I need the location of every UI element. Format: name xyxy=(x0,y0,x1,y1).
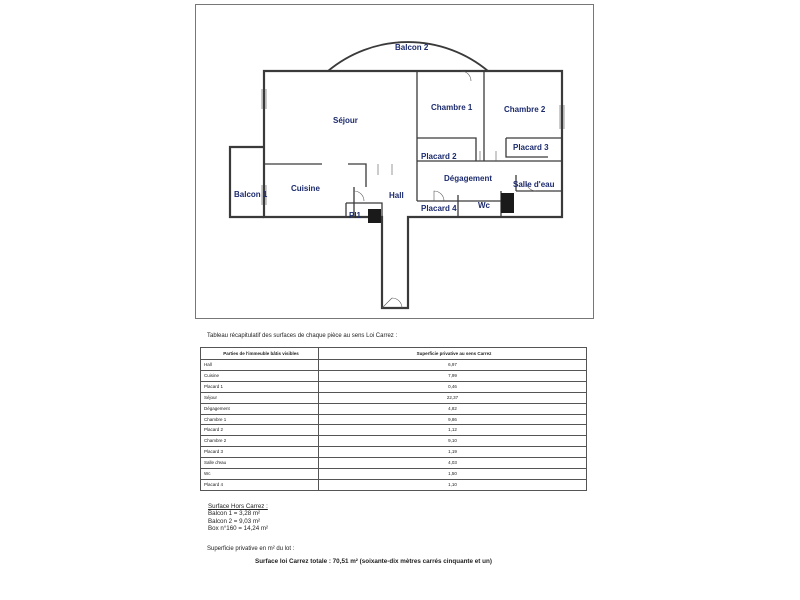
room-label-balcon2: Balcon 2 xyxy=(395,43,429,52)
hors-carrez-line: Balcon 2 = 9,03 m² xyxy=(208,517,261,525)
row-value: 22,37 xyxy=(319,392,587,403)
table-row xyxy=(201,403,587,414)
row-label: Salle d'eau xyxy=(201,458,319,469)
room-label-pl1: Pl1 xyxy=(349,211,362,220)
room-label-cuisine: Cuisine xyxy=(291,184,320,193)
row-value: 1,19 xyxy=(319,447,587,458)
table-row xyxy=(201,479,587,490)
row-value: 1,10 xyxy=(319,479,587,490)
room-label-sejour: Séjour xyxy=(333,116,358,125)
row-value: 1,12 xyxy=(319,425,587,436)
hors-carrez-line: Box n°160 = 14,24 m² xyxy=(208,524,269,532)
table-row xyxy=(201,381,587,392)
table-header-parties: Parties de l'immeuble bâtis visibles xyxy=(201,348,319,360)
row-value: 9,86 xyxy=(319,414,587,425)
total-surface: Surface loi Carrez totale : 70,51 m² (soixante-dix mètres carrés cinquante et un) xyxy=(255,558,492,565)
row-label: Placard 2 xyxy=(201,425,319,436)
table-row xyxy=(201,414,587,425)
row-label: Hall xyxy=(201,360,319,371)
room-label-wc: Wc xyxy=(478,201,490,210)
table-header-row xyxy=(201,348,587,360)
table-row xyxy=(201,458,587,469)
row-value: 1,50 xyxy=(319,469,587,480)
room-label-chambre1: Chambre 1 xyxy=(431,103,473,112)
row-label: Chambre 2 xyxy=(201,436,319,447)
room-label-placard4: Placard 4 xyxy=(421,204,457,213)
row-label: Placard 1 xyxy=(201,381,319,392)
row-label: Cuisine xyxy=(201,370,319,381)
table-header-superficie: Superficie privative au sens Carrez xyxy=(319,348,587,360)
hors-carrez-line: Balcon 1 = 3,28 m² xyxy=(208,510,261,518)
row-label: Chambre 1 xyxy=(201,414,319,425)
room-label-placard2: Placard 2 xyxy=(421,152,457,161)
room-label-salle-eau: Salle d'eau xyxy=(513,180,555,189)
floor-plan-drawing xyxy=(196,5,595,320)
row-value: 7,99 xyxy=(319,370,587,381)
privative-label: Superficie privative en m² du lot : xyxy=(207,546,295,552)
row-value: 4,03 xyxy=(319,458,587,469)
row-value: 0,46 xyxy=(319,381,587,392)
floor-plan xyxy=(195,4,594,319)
table-row xyxy=(201,436,587,447)
row-value: 6,97 xyxy=(319,360,587,371)
row-value: 4,82 xyxy=(319,403,587,414)
room-label-balcon1: Balcon 1 xyxy=(234,190,268,199)
table-row xyxy=(201,370,587,381)
hors-carrez-block xyxy=(208,503,268,532)
surface-table xyxy=(200,347,587,491)
row-label: Placard 4 xyxy=(201,479,319,490)
hors-carrez-title: Surface Hors Carrez : xyxy=(208,503,268,510)
room-label-hall: Hall xyxy=(389,191,404,200)
row-label: Séjour xyxy=(201,392,319,403)
row-label: Placard 3 xyxy=(201,447,319,458)
room-label-placard3: Placard 3 xyxy=(513,143,549,152)
table-intro: Tableau récapitulatif des surfaces de chaque pièce au sens Loi Carrez : xyxy=(207,333,398,339)
row-value: 9,10 xyxy=(319,436,587,447)
table-row xyxy=(201,360,587,371)
room-label-chambre2: Chambre 2 xyxy=(504,105,546,114)
table-row xyxy=(201,425,587,436)
room-label-degagement: Dégagement xyxy=(444,174,493,183)
table-row xyxy=(201,469,587,480)
table-row xyxy=(201,392,587,403)
table-row xyxy=(201,447,587,458)
row-label: Dégagement xyxy=(201,403,319,414)
row-label: Wc xyxy=(201,469,319,480)
